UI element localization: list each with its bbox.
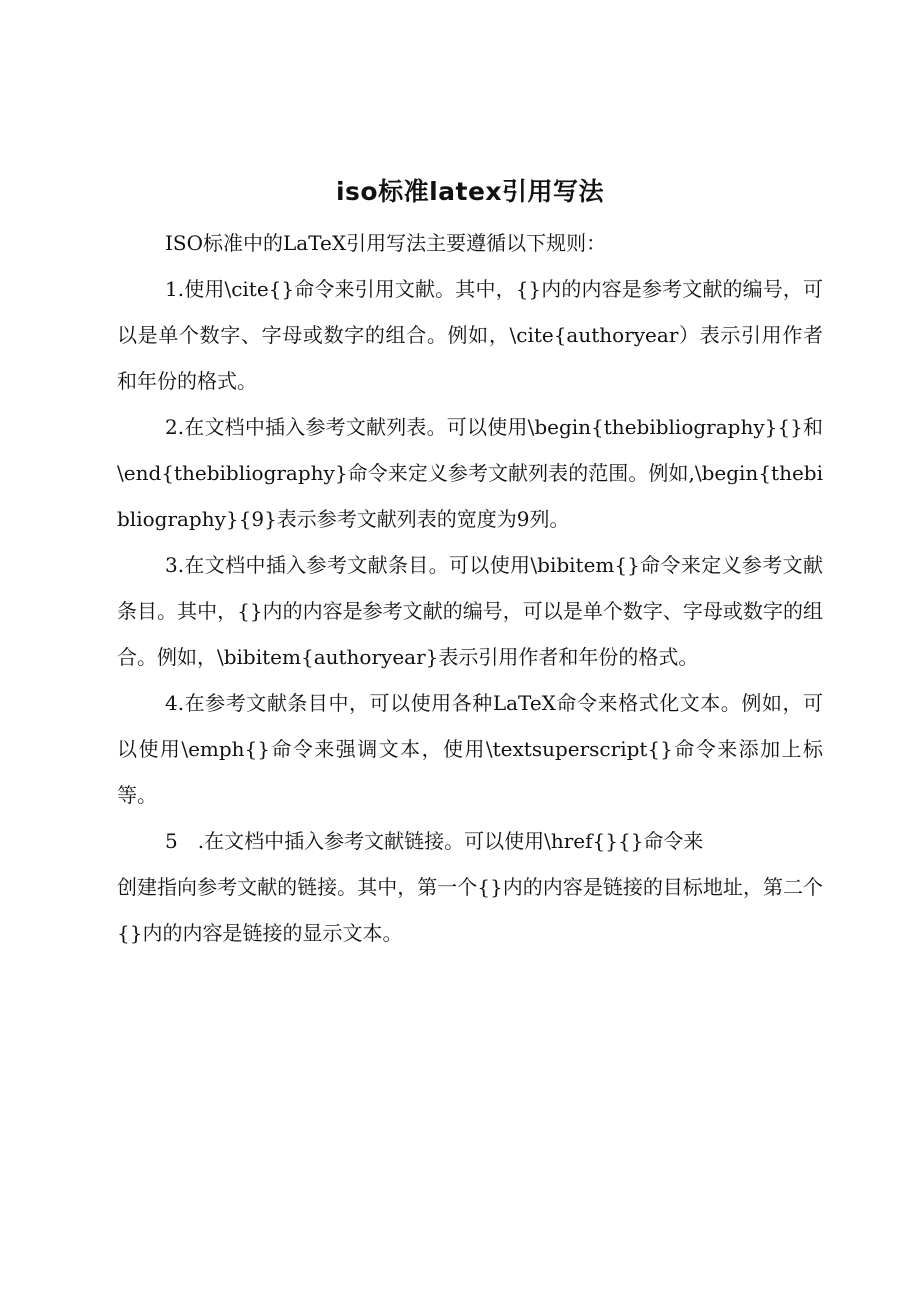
document-title: iso标准latex引用写法	[335, 177, 605, 206]
rule-5-paragraph: 5 .在文档中插入参考文献链接。可以使用\href{}{}命令来	[165, 829, 704, 853]
rule-3-paragraph: 3.在文档中插入参考文献条目。可以使用\bibitem{}命令来定义参考文献条目。其中，{}内的内容是参考文献的编号，可以是单个数字、字母或数字的组合。例如，\bibitem{authoryear}表示引用作者和年份的格式。	[117, 553, 823, 669]
rule-5-continuation-paragraph: 创建指向参考文献的链接。其中，第一个{}内的内容是链接的目标地址，第二个{}内的内容是链接的显示文本。	[117, 875, 823, 945]
intro-paragraph: ISO标准中的LaTeX引用写法主要遵循以下规则：	[165, 231, 607, 255]
rule-4-paragraph: 4.在参考文献条目中，可以使用各种LaTeX命令来格式化文本。例如，可以使用\emph{}命令来强调文本，使用\textsuperscript{}命令来添加上标等。	[117, 691, 823, 807]
rule-2-paragraph: 2.在文档中插入参考文献列表。可以使用\begin{thebibliography}{}和\end{thebibliography}命令来定义参考文献列表的范围。例如,\begin{thebibliography}{9}表示参考文献列表的宽度为9列。	[117, 415, 823, 531]
rule-1-paragraph: 1.使用\cite{}命令来引用文献。其中，{}内的内容是参考文献的编号，可以是单个数字、字母或数字的组合。例如，\cite{authoryear）表示引用作者和年份的格式。	[117, 277, 823, 393]
document-page	[117, 172, 823, 956]
